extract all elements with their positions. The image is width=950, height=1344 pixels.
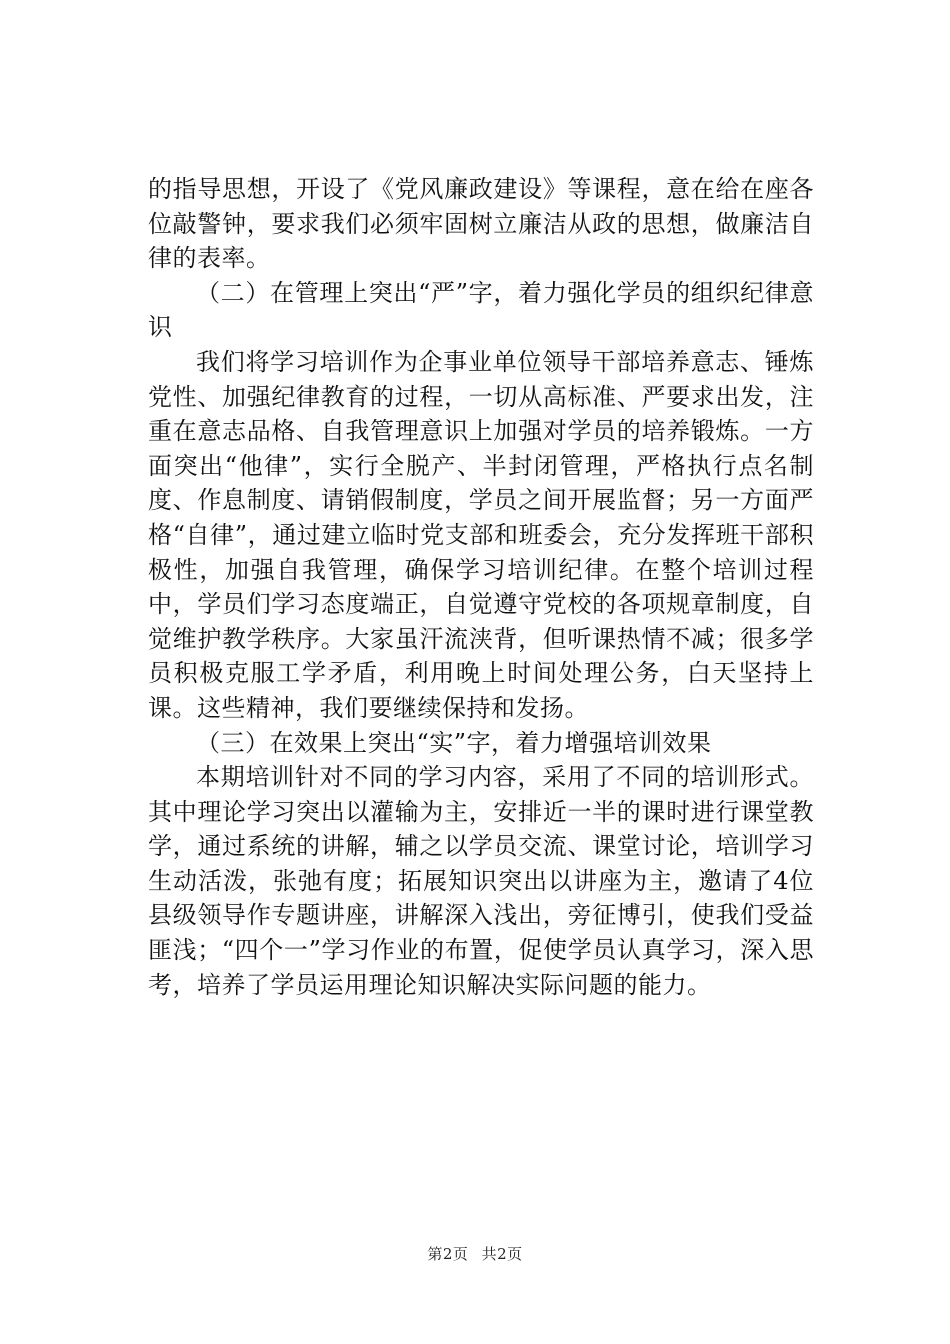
paragraph-continuation: 的指导思想，开设了《党风廉政建设》等课程，意在给在座各位敲警钟，要求我们必须牢固树立廉洁从政的思想，做廉洁自律的表率。 bbox=[148, 175, 814, 273]
section-heading-three: （三）在效果上突出“实”字，着力增强培训效果 bbox=[196, 728, 712, 757]
paragraph-effect: 本期培训针对不同的学习内容，采用了不同的培训形式。其中理论学习突出以灌输为主，安排近一半的课时进行课堂教学，通过系统的讲解，辅之以学员交流、课堂讨论，培训学习生动活泼，张弛有度；拓展知识突出以讲座为主，邀请了4位县级领导作专题讲座，讲解深入浅出，旁征博引，使我们受益匪浅；“四个一”学习作业的布置，促使学员认真学习，深入思考，培养了学员运用理论知识解决实际问题的能力。 bbox=[148, 763, 814, 999]
page-number: 第2页 bbox=[427, 1245, 469, 1263]
paragraph-management: 我们将学习培训作为企事业单位领导干部培养意志、锤炼党性、加强纪律教育的过程，一切从高标准、严要求出发，注重在意志品格、自我管理意识上加强对学员的培养锻炼。一方面突出“他律”，实行全脱产、半封闭管理，严格执行点名制度、作息制度、请销假制度，学员之间开展监督；另一方面严格“自律”，通过建立临时党支部和班委会，充分发挥班干部积极性，加强自我管理，确保学习培训纪律。在整个培训过程中，学员们学习态度端正，自觉遵守党校的各项规章制度，自觉维护教学秩序。大家虽汗流浃背，但听课热情不减；很多学员积极克服工学矛盾，利用晚上时间处理公务，白天坚持上课。这些精神，我们要继续保持和发扬。 bbox=[148, 347, 814, 722]
document-body bbox=[148, 172, 814, 1002]
page-total: 共2页 bbox=[481, 1245, 523, 1263]
section-heading-two: （二）在管理上突出“严”字，着力强化学员的组织纪律意识 bbox=[148, 278, 814, 342]
page-footer bbox=[0, 1243, 950, 1264]
